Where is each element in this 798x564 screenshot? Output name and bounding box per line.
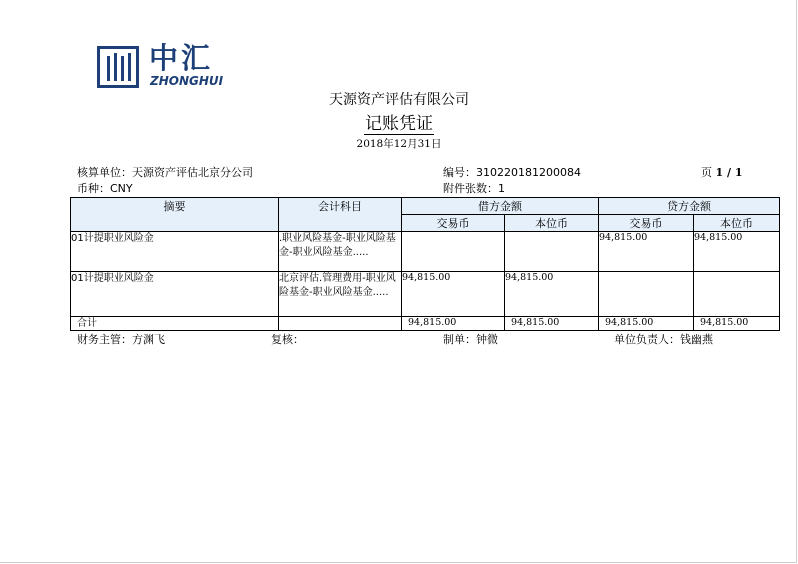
- accounting-unit: 核算单位：天源资产评估北京分公司: [77, 166, 253, 179]
- total-credit-trade: 94,815.00: [599, 317, 694, 331]
- header-debit-base: 本位币: [505, 215, 599, 232]
- header-account: 会计科目: [279, 198, 402, 232]
- row-debit-base: 94,815.00: [505, 272, 599, 317]
- row-credit-base: [694, 272, 780, 317]
- page-label: 页: [701, 166, 712, 179]
- total-debit-base: 94,815.00: [505, 317, 599, 331]
- document-title-text: 记账凭证: [365, 114, 433, 134]
- row-account: .职业风险基金-职业风险基金-职业风险基金.....: [279, 232, 402, 272]
- row-debit-base: [505, 232, 599, 272]
- header-credit: 贷方金额: [599, 198, 780, 215]
- total-label: 合计: [71, 317, 279, 331]
- header-debit-trade: 交易币: [402, 215, 505, 232]
- document-title: [0, 113, 798, 135]
- total-account: [279, 317, 402, 331]
- row-account: 北京评估.管理费用-职业风险基金-职业风险基金.....: [279, 272, 402, 317]
- voucher-date: 2018年12月31日: [356, 138, 442, 150]
- row-debit-trade: 94,815.00: [402, 272, 505, 317]
- zhonghui-logo: [97, 41, 237, 88]
- row-summary: 01计提职业风险金: [71, 272, 279, 317]
- attachment-count: 附件张数：1: [443, 182, 505, 195]
- row-credit-trade: [599, 272, 694, 317]
- logo-english-text: ZHONGHUI: [150, 74, 224, 88]
- table-row: [71, 272, 780, 317]
- header-summary: 摘要: [71, 198, 279, 232]
- header-credit-base: 本位币: [694, 215, 780, 232]
- logo-mark-icon: [97, 46, 139, 88]
- row-credit-trade: 94,815.00: [599, 232, 694, 272]
- voucher-number: 编号：310220181200084: [443, 166, 581, 179]
- header-credit-trade: 交易币: [599, 215, 694, 232]
- total-credit-base: 94,815.00: [694, 317, 780, 331]
- header-debit: 借方金额: [402, 198, 599, 215]
- unit-head: 单位负责人：钱幽燕: [614, 333, 713, 346]
- voucher-table: [70, 197, 780, 331]
- currency: 币种：CNY: [77, 182, 133, 195]
- finance-supervisor: 财务主管：方渊飞: [77, 333, 165, 346]
- page-value: 1 / 1: [715, 166, 743, 179]
- row-credit-base: 94,815.00: [694, 232, 780, 272]
- total-row: [71, 317, 780, 331]
- reviewer: 复核：: [271, 333, 304, 346]
- company-name: 天源资产评估有限公司: [329, 92, 469, 108]
- table-row: [71, 232, 780, 272]
- row-debit-trade: [402, 232, 505, 272]
- row-summary: 01计提职业风险金: [71, 232, 279, 272]
- logo-chinese-text: 中汇: [149, 41, 214, 75]
- preparer: 制单：钟微: [443, 333, 498, 346]
- total-debit-trade: 94,815.00: [402, 317, 505, 331]
- page-indicator: [701, 166, 742, 180]
